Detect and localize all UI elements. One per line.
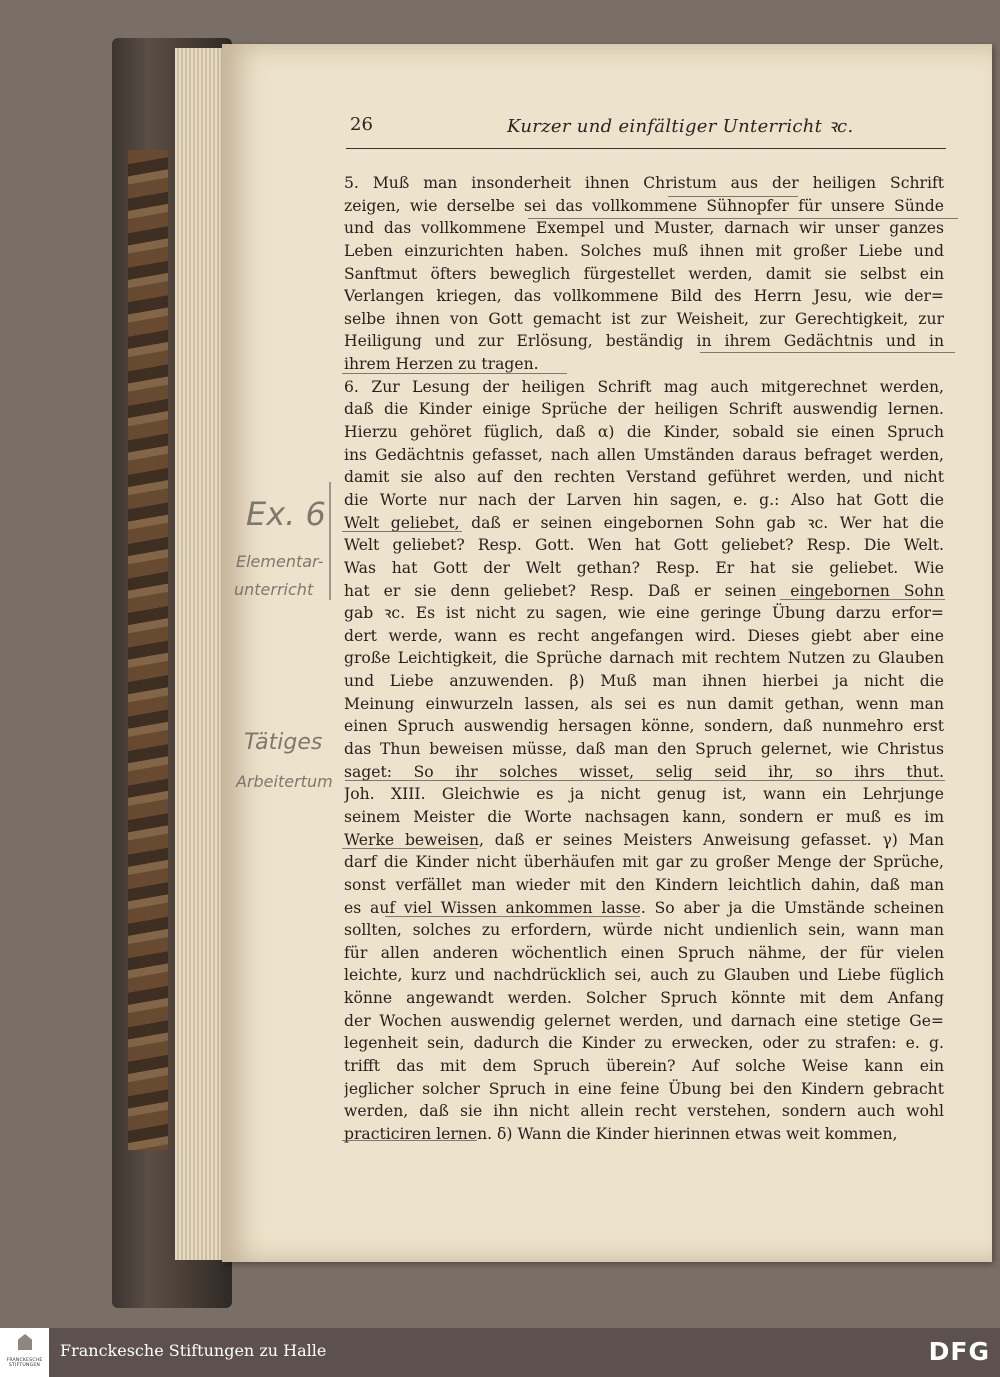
text-line: seinem Meister die Worte nachsagen kann, sondern er muß es im	[344, 807, 944, 826]
institution-name: Franckesche Stiftungen zu Halle	[60, 1341, 327, 1360]
text-line: einen Spruch auswendig hersagen könne, sondern, daß nunmehro erst	[344, 717, 944, 736]
margin-note: Ex. 6	[246, 495, 326, 533]
text-line: sonst verfället man wieder mit den Kindern leichtlich dahin, daß man	[344, 875, 944, 894]
margin-note: Elementar-	[236, 552, 324, 571]
text-line: der Wochen auswendig gelernet werden, und darnach eine stetige Ge=	[344, 1011, 944, 1030]
pencil-underline	[528, 218, 958, 219]
pencil-underline	[780, 599, 945, 600]
margin-note: unterricht	[234, 580, 314, 599]
book-page	[222, 44, 992, 1262]
text-line: jeglicher solcher Spruch in eine feine Übung bei den Kindern gebracht	[344, 1079, 944, 1098]
text-line: 6. Zur Lesung der heiligen Schrift mag auch mitgerechnet werden,	[344, 377, 944, 396]
text-line: darf die Kinder nicht überhäufen mit gar zu großer Menge der Sprüche,	[344, 853, 944, 872]
text-line: Welt geliebet, daß er seinen eingebornen Sohn gab ꝛc. Wer hat die	[344, 513, 944, 532]
text-line: Welt geliebet? Resp. Gott. Wen hat Gott geliebet? Resp. Die Welt.	[344, 536, 944, 555]
margin-note: Arbeitertum	[236, 772, 333, 791]
text-line: zeigen, wie derselbe sei das vollkommene Sühnopfer für unsere Sünde	[344, 196, 944, 215]
pencil-underline	[342, 848, 477, 849]
pencil-underline	[345, 780, 945, 781]
text-line: Leben einzurichten haben. Solches muß ihnen mit großer Liebe und	[344, 241, 944, 260]
text-line: Meinung einwurzeln lassen, als sei es nun damit gethan, wenn man	[344, 694, 944, 713]
body-text	[344, 172, 944, 1146]
page-number: 26	[350, 114, 373, 135]
text-line: saget: So ihr solches wisset, selig seid ihr, so ihrs thut.	[344, 762, 944, 781]
text-line: es auf viel Wissen ankommen lasse. So aber ja die Umstände scheinen	[344, 898, 944, 917]
logo-text: FRANCKESCHE STIFTUNGEN	[6, 1358, 43, 1368]
text-line: Hierzu gehöret füglich, daß α) die Kinder, sobald sie einen Spruch	[344, 423, 944, 442]
text-line: gab ꝛc. Es ist nicht zu sagen, wie eine geringe Übung darzu erfor=	[344, 604, 944, 623]
margin-note: Tätiges	[244, 730, 323, 755]
text-line: 5. Muß man insonderheit ihnen Christum aus der heiligen Schrift	[344, 174, 944, 192]
pencil-underline	[342, 373, 567, 374]
header-rule	[346, 148, 946, 149]
dfg-logo: DFG	[928, 1337, 990, 1366]
text-line: damit sie also auf den rechten Verstand geführet werden, und nicht	[344, 468, 944, 487]
text-line: hat er sie denn geliebet? Resp. Daß er seinen eingebornen Sohn	[344, 581, 944, 600]
text-line: Verlangen kriegen, das vollkommene Bild des Herrn Jesu, wie der=	[344, 287, 944, 306]
text-line: Werke beweisen, daß er seines Meisters Anweisung gefasset. γ) Man	[344, 830, 944, 849]
text-line: trifft das mit dem Spruch überein? Auf solche Weise kann ein	[344, 1056, 944, 1075]
text-line: die Worte nur nach der Larven hin sagen, e. g.: Also hat Gott die	[344, 490, 944, 509]
pencil-underline	[385, 916, 640, 917]
text-line: Sanftmut öfters beweglich fürgestellet werden, damit sie selbst ein	[344, 264, 944, 283]
text-line: ins Gedächtnis gefasset, nach allen Umständen daraus befraget werden,	[344, 445, 944, 464]
text-line: sollten, solches zu erfordern, würde nicht undienlich sein, wann man	[344, 921, 944, 940]
text-line: für allen anderen wöchentlich einen Spruch nähme, der für vielen	[344, 943, 944, 962]
text-line: legenheit sein, dadurch die Kinder zu erwecken, oder zu strafen: e. g.	[344, 1034, 944, 1053]
text-line: Was hat Gott der Welt gethan? Resp. Er hat sie geliebet. Wie	[344, 558, 944, 577]
pencil-underline	[342, 531, 462, 532]
text-line: Heiligung und zur Erlösung, beständig in ihrem Gedächtnis und in	[344, 332, 944, 351]
pencil-underline	[342, 1140, 477, 1141]
margin-pencil-line	[329, 482, 331, 600]
text-line: selbe ihnen von Gott gemacht ist zur Weisheit, zur Gerechtigkeit, zur	[344, 309, 944, 328]
footer-bar	[0, 1328, 1000, 1377]
pencil-underline	[700, 352, 955, 353]
building-icon	[18, 1334, 32, 1350]
pencil-underline	[668, 196, 798, 197]
text-line: leichte, kurz und nachdrücklich sei, auch zu Glauben und Liebe füglich	[344, 966, 944, 985]
text-line: ihrem Herzen zu tragen.	[344, 355, 539, 374]
text-line: große Leichtigkeit, die Sprüche darnach mit rechtem Nutzen zu Glauben	[344, 649, 944, 668]
text-line: und Liebe anzuwenden. β) Muß man ihnen hierbei ja nicht die	[344, 672, 944, 691]
institution-logo	[0, 1328, 49, 1377]
text-line: werden, daß sie ihn nicht allein recht verstehen, sondern auch wohl	[344, 1102, 944, 1121]
text-line: Joh. XIII. Gleichwie es ja nicht genug ist, wann ein Lehrjunge	[344, 785, 944, 804]
text-line: und das vollkommene Exempel und Muster, darnach wir unser ganzes	[344, 219, 944, 238]
text-line: daß die Kinder einige Sprüche der heiligen Schrift auswendig lernen.	[344, 400, 944, 419]
marbled-cover-edge	[128, 150, 168, 1150]
text-line: dert werde, wann es recht angefangen wird. Dieses giebt aber eine	[344, 626, 944, 645]
text-line: das Thun beweisen müsse, daß man den Spruch gelernet, wie Christus	[344, 740, 944, 759]
text-line: könne angewandt werden. Solcher Spruch könnte mit dem Anfang	[344, 989, 944, 1008]
running-head-title: Kurzer und einfältiger Unterricht ꝛc.	[507, 116, 854, 137]
text-line: practiciren lernen. δ) Wann die Kinder hierinnen etwas weit kommen,	[344, 1124, 898, 1143]
running-head	[350, 114, 940, 138]
